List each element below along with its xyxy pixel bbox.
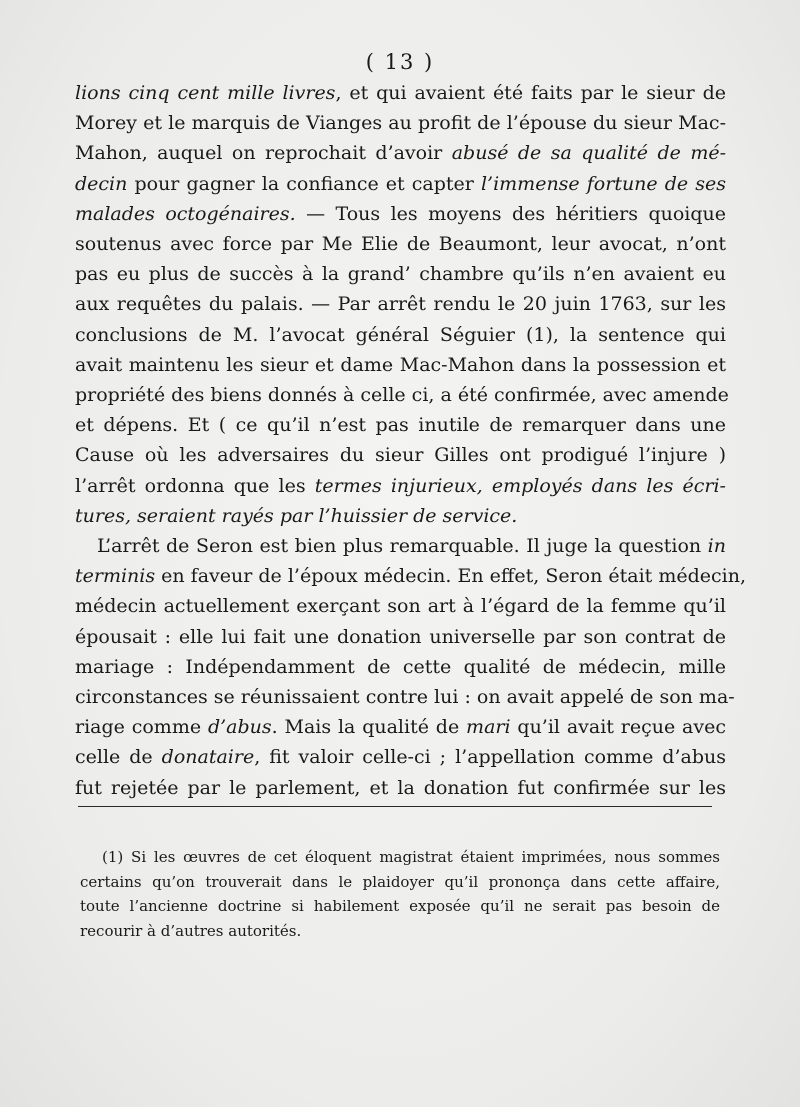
footnote-separator [78, 806, 712, 807]
text-segment: propriété des biens donnés à celle ci, a été confirmée, avec amende [75, 384, 729, 407]
text-segment: aux requêtes du palais. — Par arrêt rendu le 20 juin 1763, sur les [75, 293, 726, 316]
text-line [75, 440, 726, 470]
text-segment: conclusions de M. l’avocat général Séguier (1), la sentence qui [75, 323, 726, 346]
text-segment: Cause où les adversaires du sieur Gilles ont prodigué l’injure ) [75, 444, 726, 467]
text-segment: en faveur de l’époux médecin. En effet, Seron était médecin, [155, 565, 747, 588]
footnote-line: (1) Si les œuvres de cet éloquent magistrat étaient imprimées, nous sommes [102, 848, 720, 866]
text-segment: pas eu plus de succès à la grand’ chambre qu’ils n’en avaient eu [75, 263, 726, 286]
italic-segment: decin [75, 172, 128, 195]
footnote [80, 845, 720, 943]
text-segment: avait maintenu les sieur et dame Mac-Mahon dans la possession et [75, 353, 726, 376]
italic-segment: lions cinq cent mille livres [75, 82, 336, 104]
text-segment: L’arrêt de Seron est bien plus remarquable. Il juge la question [97, 535, 708, 558]
text-segment: pour gagner la confiance et capter [127, 172, 481, 195]
italic-segment: d’abus [207, 716, 272, 739]
main-text [75, 78, 747, 803]
text-segment: . Mais la qualité de [271, 716, 467, 739]
text-line [75, 773, 726, 803]
italic-segment: tures, seraient rayés par l’huissier de service. [75, 504, 518, 527]
text-segment: qu’il avait reçue avec [510, 716, 727, 739]
text-line [75, 410, 726, 440]
text-line [75, 108, 726, 138]
italic-segment: terminis [75, 565, 156, 588]
text-line [75, 169, 726, 199]
text-line [75, 289, 726, 319]
text-line [75, 561, 747, 591]
text-line [75, 229, 726, 259]
text-line [75, 471, 726, 501]
text-line [75, 652, 726, 682]
text-segment: celle de [75, 746, 162, 769]
page-number: ( 13 ) [365, 50, 435, 74]
text-segment: épousait : elle lui fait une donation universelle par son contrat de [75, 625, 726, 648]
text-line [75, 742, 726, 772]
text-line [75, 682, 735, 712]
footnote-line: certains qu’on trouverait dans le plaidoyer qu’il prononça dans cette affaire, [80, 872, 720, 891]
italic-segment: l’immense fortune de ses [480, 172, 726, 195]
text-segment: — Tous les moyens des héritiers quoique [295, 202, 726, 225]
footnote-line: recourir à d’autres autorités. [80, 921, 302, 940]
text-segment: Morey et le marquis de Vianges au profit de l’épouse du sieur Mac- [75, 112, 726, 135]
text-line [75, 622, 726, 652]
italic-segment: mari [466, 716, 511, 739]
text-segment: , fit valoir celle-ci ; l’appellation comme d’abus [254, 746, 726, 769]
text-segment: fut rejetée par le parlement, et la donation fut confirmée sur les [75, 776, 726, 799]
text-segment: et dépens. Et ( ce qu’il n’est pas inutile de remarquer dans une [75, 414, 726, 437]
text-line [75, 78, 726, 108]
text-segment: riage comme [75, 716, 208, 739]
italic-segment: abusé de sa qualité de mé- [451, 142, 726, 165]
text-line [75, 712, 726, 742]
text-line [75, 320, 726, 350]
text-line [75, 380, 729, 410]
text-line [75, 591, 726, 621]
text-line [75, 199, 726, 229]
text-segment: soutenus avec force par Me Elie de Beaumont, leur avocat, n’ont [75, 233, 726, 256]
italic-segment: malades octogénaires. [75, 202, 296, 225]
italic-segment: donataire [161, 746, 255, 769]
text-line [75, 350, 726, 380]
text-line [75, 531, 726, 561]
text-line [75, 138, 726, 168]
text-line [75, 259, 726, 289]
italic-segment: in [707, 535, 726, 558]
text-segment: , et qui avaient été faits par le sieur de [335, 82, 726, 104]
text-line [75, 501, 726, 531]
text-segment: mariage : Indépendamment de cette qualité de médecin, mille [75, 655, 726, 678]
footnote-line: toute l’ancienne doctrine si habilement exposée qu’il ne serait pas besoin de [80, 897, 720, 915]
text-segment: Mahon, auquel on reprochait d’avoir [75, 142, 452, 165]
text-segment: médecin actuellement exerçant son art à l’égard de la femme qu’il [75, 595, 726, 618]
text-segment: circonstances se réunissaient contre lui : on avait appelé de son ma- [75, 686, 735, 709]
italic-segment: termes injurieux, employés dans les écri- [314, 474, 726, 497]
text-segment: l’arrêt ordonna que les [75, 474, 315, 497]
